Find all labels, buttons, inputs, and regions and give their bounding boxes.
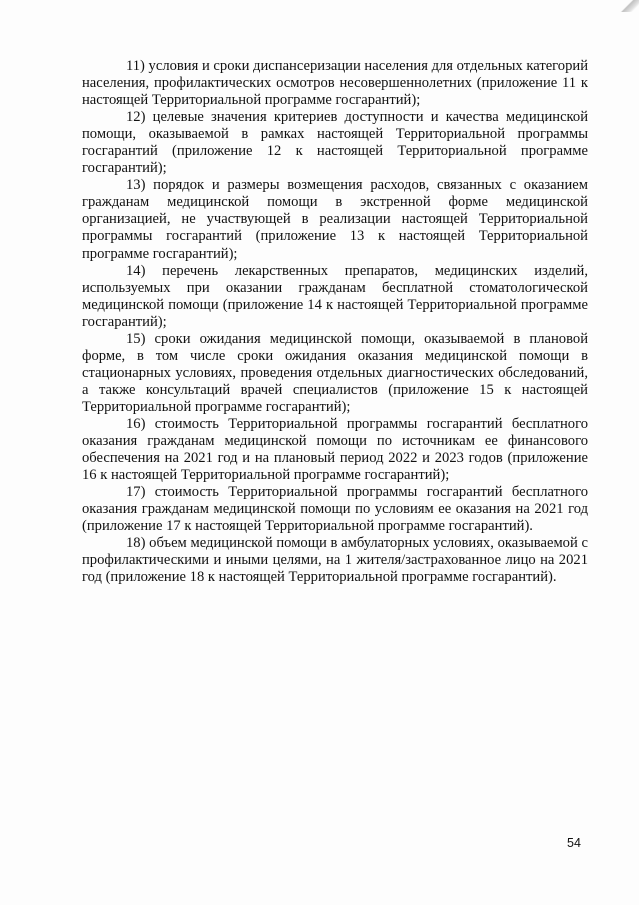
document-body xyxy=(82,58,588,586)
list-item-13: 13) порядок и размеры возмещения расходов, связанных с оказанием гражданам медицинской помощи в экстренной форме медицинской организацией, не участвующей в реализации настоящей Территориальной программы госгарантий (приложение 13 к настоящей Территориальной программе госгарантий); xyxy=(82,177,588,262)
list-item-15: 15) сроки ожидания медицинской помощи, оказываемой в плановой форме, в том числе сроки ожидания оказания медицинской помощи в стационарных условиях, проведения отдельных диагностических обследований, а также консультаций врачей специалистов (приложение 15 к настоящей Территориальной программе госгарантий); xyxy=(82,330,588,415)
list-item-14: 14) перечень лекарственных препаратов, медицинских изделий, используемых при оказании гражданам бесплатной стоматологической медицинской помощи (приложение 14 к настоящей Территориальной программе госгарантий); xyxy=(82,262,588,330)
list-item-11: 11) условия и сроки диспансеризации населения для отдельных категорий населения, профилактических осмотров несовершеннолетних (приложение 11 к настоящей Территориальной программе госгарантий); xyxy=(82,58,589,109)
list-item-18: 18) объем медицинской помощи в амбулаторных условиях, оказываемой с профилактическими и иными целями, на 1 жителя/застрахованное лицо на 2021 год (приложение 18 к настоящей Территориальной программе госгарантий). xyxy=(82,535,588,586)
scan-corner-mark xyxy=(617,0,639,12)
list-item-12: 12) целевые значения критериев доступности и качества медицинской помощи, оказываемой в рамках настоящей Территориальной программы госгарантий (приложение 12 к настоящей Территориальной программе госгарантий); xyxy=(82,109,588,177)
page-number: 54 xyxy=(567,836,581,850)
list-item-17: 17) стоимость Территориальной программы госгарантий бесплатного оказания гражданам медицинской помощи по условиям ее оказания на 2021 год (приложение 17 к настоящей Территориальной программе госгарантий). xyxy=(82,484,588,535)
list-item-16: 16) стоимость Территориальной программы госгарантий бесплатного оказания гражданам медицинской помощи по источникам ее финансового обеспечения на 2021 год и на плановый период 2022 и 2023 годов (приложение 16 к настоящей Территориальной программе госгарантий); xyxy=(82,415,588,484)
